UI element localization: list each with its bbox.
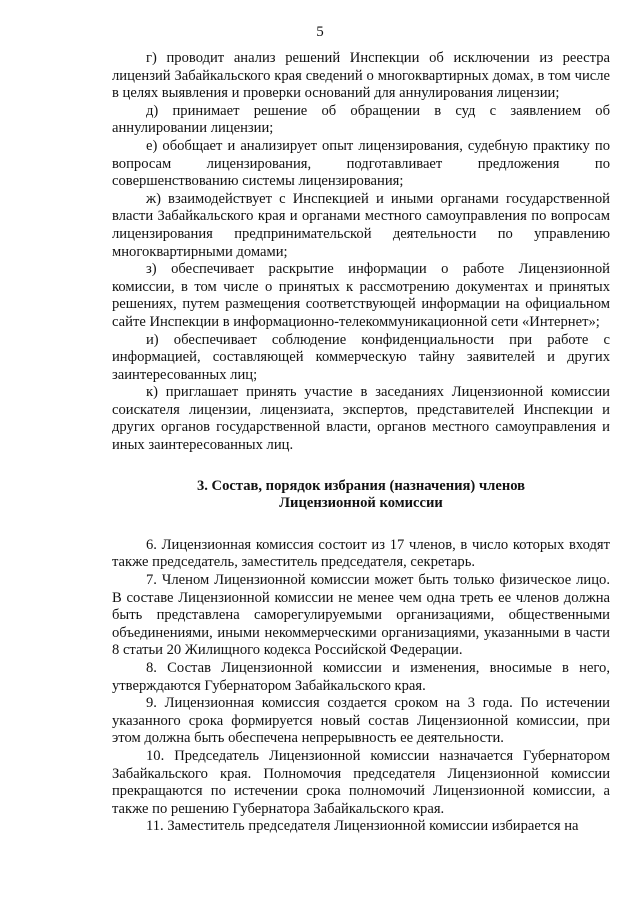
list-item: д) принимает решение об обращении в суд с заявлением об аннулировании лицензии; <box>112 102 610 137</box>
clause-paragraph: 6. Лицензионная комиссия состоит из 17 членов, в число которых входят также председатель, заместитель председателя, секретарь. <box>112 536 610 571</box>
clause-paragraph: 8. Состав Лицензионной комиссии и изменения, вносимые в него, утверждаются Губернатором Забайкальского края. <box>112 660 610 694</box>
list-item: г) проводит анализ решений Инспекции об исключении из реестра лицензий Забайкальского края сведений о многоквартирных домах, в том числе в целях выявления и проверки оснований для аннулирования лицензии; <box>112 50 610 102</box>
list-item: е) обобщает и анализирует опыт лицензирования, судебную практику по вопросам лицензирования, подготавливает предложения по совершенствованию системы лицензирования; <box>112 137 610 190</box>
document-body <box>112 50 610 836</box>
clause-paragraph: 11. Заместитель председателя Лицензионной комиссии избирается на <box>146 818 579 835</box>
clause-paragraph: 7. Членом Лицензионной комиссии может быть только физическое лицо. В составе Лицензионной комиссии не менее чем одна треть ее членов должна быть представлена саморегулируемыми организациями, общественными объединениями, иными некоммерческими организациями, указанными в части 8 статьи 20 Жилищного кодекса Российской Федерации. <box>112 572 610 659</box>
list-item: и) обеспечивает соблюдение конфиденциальности при работе с информацией, составляющей коммерческую тайну заявителей и других заинтересованных лиц; <box>112 331 610 383</box>
list-item: к) приглашает принять участие в заседаниях Лицензионной комиссии соискателя лицензии, лицензиата, экспертов, представителей Инспекции и других органов государственной власти, органов местного самоуправления и иных заинтересованных лиц. <box>112 384 610 454</box>
clause-paragraph: 10. Председатель Лицензионной комиссии назначается Губернатором Забайкальского края. Полномочия председателя Лицензионной комиссии прекращаются по истечении срока полномочий Лицензионной комиссии, а также по решению Губернатора Забайкальского края. <box>112 747 610 817</box>
list-item: з) обеспечивает раскрытие информации о работе Лицензионной комиссии, в том числе о принятых к рассмотрению документах и принятых решениях, путем размещения соответствующей информации на официальном сайте Инспекции в информационно-телекоммуникационной сети «Интернет»; <box>112 261 610 330</box>
page-number: 5 <box>316 24 324 40</box>
list-item: ж) взаимодействует с Инспекцией и иными органами государственной власти Забайкальского края и органами местного самоуправления по вопросам лицензирования предпринимательской деятельности по управлению многоквартирными домами; <box>112 190 610 260</box>
section-heading-line: Лицензионной комиссии <box>279 495 443 512</box>
clause-paragraph: 9. Лицензионная комиссия создается сроком на 3 года. По истечении указанного срока формируется новый состав Лицензионной комиссии, при этом должна быть обеспечена непрерывность ее деятельности. <box>112 695 610 747</box>
section-heading <box>112 478 610 513</box>
section-heading-line: 3. Состав, порядок избрания (назначения) членов <box>196 477 526 494</box>
